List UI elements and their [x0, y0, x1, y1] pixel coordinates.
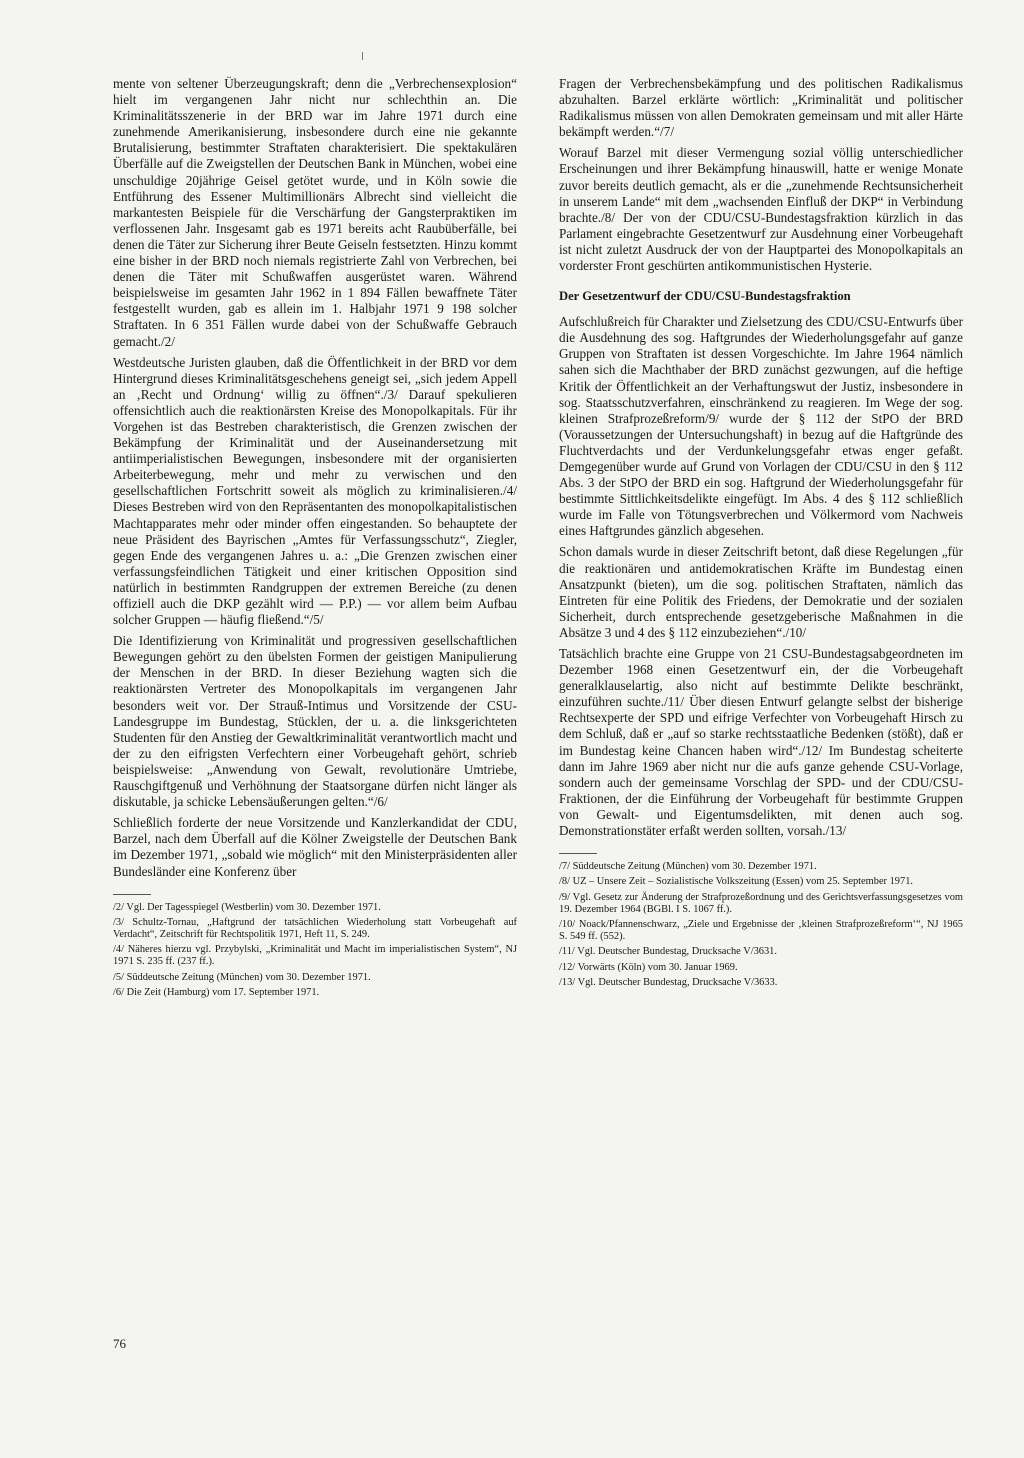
footnote: /12/ Vorwärts (Köln) vom 30. Januar 1969.	[559, 961, 738, 973]
footnote: /9/ Vgl. Gesetz zur Änderung der Strafprozeßordnung und des Gerichtsverfassungsgesetzes vom 19. Dezember 1964 (BGBl. I S. 1067 ff.).	[559, 891, 963, 915]
page-number: 76	[113, 1336, 126, 1351]
paragraph: Worauf Barzel mit dieser Vermengung sozial völlig unterschiedlicher Erscheinungen und ihrer Bekämpfung hinauswill, hatte er wenige Monate zuvor bereits deutlich gemacht, als er die „zunehmende Rechtsunsicherheit in unserem Lande“ mit dem „wachsenden Einfluß der DKP“ in Verbindung brachte./8/ Der von der CDU/CSU-Bundestagsfraktion kürzlich in das Parlament eingebrachte Gesetzentwurf zur Ausdehnung einer Vorbeugehaft ist nicht zuletzt Ausdruck der von der Hauptpartei des Monopolkapitals an vorderster Front geschürten antikommunistischen Hysterie.	[559, 145, 963, 274]
footnote: /10/ Noack/Pfannenschwarz, „Ziele und Ergebnisse der ‚kleinen Strafprozeßreform‘“, NJ 1965 S. 549 ff. (552).	[559, 918, 963, 943]
paragraph: Fragen der Verbrechensbekämpfung und des politischen Radikalismus abzuhalten. Barzel erklärte wörtlich: „Kriminalität und politischer Radikalismus müssen von allen Demokraten gemeinsam und mit aller Härte bekämpft werden.“/7/	[559, 76, 963, 140]
paragraph: Westdeutsche Juristen glauben, daß die Öffentlichkeit in der BRD vor dem Hintergrund dieses Kriminalitätsgeschehens geneigt sei, „sich jedem Appell an ‚Recht und Ordnung‘ willig zu öffnen“./3/ Darauf spekulieren offensichtlich auch die reaktionärsten Kreise des Monopolkapitals. Für ihr Vorgehen ist das Bestreben charakteristisch, die Grenzen zwischen der Bekämpfung der Kriminalität und der Auseinandersetzung mit antiimperialistischen Bewegungen, insbesondere mit der organisierten Arbeiterbewegung, mehr und mehr zu verwischen und den gesellschaftlichen Fortschritt soweit als möglich zu kriminalisieren./4/ Dieses Bestreben wird von den Repräsentanten des monopolkapitalistischen Machtapparates mehr oder minder offen eingestanden. So behauptete der neue Präsident des Bayrischen „Amtes für Verfassungsschutz“, Ziegler, gegen Ende des vergangenen Jahres u. a.: „Die Grenzen zwischen einer verfassungsfeindlichen Tätigkeit und einer kritischen Opposition sind natürlich in bestimmten Randgruppen der extremen Bereiche (zu denen offiziell auch die DKP gezählt wird — P.P.) — vor allem beim Aufbau solcher Gruppen — häufig fließend.“/5/	[113, 354, 517, 628]
paragraph: Schließlich forderte der neue Vorsitzende und Kanzlerkandidat der CDU, Barzel, nach dem Überfall auf die Kölner Zweigstelle der Deutschen Bank im Dezember 1971, „sobald wie möglich“ mit den Ministerpräsidenten aller Bundesländer eine Konferenz über	[113, 815, 517, 879]
section-heading: Der Gesetzentwurf der CDU/CSU-Bundestagsfraktion	[559, 289, 851, 304]
footnote: /6/ Die Zeit (Hamburg) vom 17. September 1971.	[113, 986, 320, 998]
footnote-separator	[113, 894, 151, 895]
paragraph: Schon damals wurde in dieser Zeitschrift betont, daß diese Regelungen „für die reaktionären und antidemokratischen Kräfte im Bundestag einen Ansatzpunkt (bieten), um die sog. politischen Straftaten, nämlich das Eintreten für eine Politik des Friedens, der Demokratie und der sozialen Sicherheit, durch entsprechende gesetzgeberische Maßnahmen in die Absätze 3 und 4 des § 112 einzubeziehen“./10/	[559, 544, 963, 640]
scan-mark	[362, 52, 363, 60]
footnote: /7/ Süddeutsche Zeitung (München) vom 30. Dezember 1971.	[559, 861, 817, 873]
footnote: /3/ Schultz-Tornau, „Haftgrund der tatsächlichen Wiederholung statt Vorbeugehaft auf Verdacht“, Zeitschrift für Rechtspolitik 1971, Heft 11, S. 249.	[113, 916, 517, 940]
paragraph: Tatsächlich brachte eine Gruppe von 21 CSU-Bundestagsabgeordneten im Dezember 1968 einen Gesetzentwurf ein, der die Vorbeugehaft generalklauselartig, also nicht auf bestimmte Delikte beschränkt, einzuführen suchte./11/ Über diesen Entwurf gelangte selbst der bisherige Rechtsexperte der SPD und eifrige Verfechter von Vorbeugehaft Hirsch zu dem Schluß, daß er „auf so starke rechtsstaatliche Bedenken (stößt), daß er im Bundestag keine Chancen haben wird“./12/ Im Bundestag scheiterte dann im Jahre 1969 aber nicht nur die aufs ganze gehende CSU-Vorlage, sondern auch der gemeinsame Vorschlag der SPD- und der CDU/CSU-Fraktionen, der die Einführung der Vorbeugehaft für bestimmte Gruppen von Gewalt- und Eigentumsdelikten, mit denen auch sog. Demonstrationstäter erfaßt werden sollten, vorsah./13/	[559, 646, 963, 839]
footnote: /2/ Vgl. Der Tagesspiegel (Westberlin) vom 30. Dezember 1971.	[113, 901, 381, 913]
footnote: /13/ Vgl. Deutscher Bundestag, Drucksache V/3633.	[559, 976, 778, 988]
footnote: /8/ UZ – Unsere Zeit – Sozialistische Volkszeitung (Essen) vom 25. September 1971.	[559, 876, 913, 888]
left-column	[113, 76, 517, 1002]
footnote: /4/ Näheres hierzu vgl. Przybylski, „Kriminalität und Macht im imperialistischen System“, NJ 1971 S. 235 ff. (237 ff.).	[113, 944, 517, 968]
footnote: /11/ Vgl. Deutscher Bundestag, Drucksache V/3631.	[559, 946, 777, 958]
footnote: /5/ Süddeutsche Zeitung (München) vom 30. Dezember 1971.	[113, 971, 371, 983]
right-column	[559, 76, 963, 992]
paragraph: mente von seltener Überzeugungskraft; denn die „Verbrechensexplosion“ hielt im vergangenen Jahr nicht nur schlechthin an. Die Kriminalitätsszenerie in der BRD war im Jahre 1971 durch eine zunehmende Amerikanisierung, insbesondere durch eine nie gekannte Brutalisierung, bestimmter Straftaten charakterisiert. Die spektakulären Überfälle auf die Zweigstellen der Deutschen Bank in München, wobei eine unschuldige 20jährige Geisel getötet wurde, und in Köln sowie die Entführung des Essener Multimillionärs Albrecht sind vielleicht die markantesten Beispiele für die Verschärfung der Gangsterpraktiken im verflossenen Jahr. Insgesamt gab es 1971 bereits acht Raubüberfälle, bei denen die Täter zur Sicherung ihrer Beute Geiseln festsetzten. Hinzu kommt eine bisher in der BRD noch niemals registrierte Zahl von Verbrechen, bei denen die Täter mit Schußwaffen ausgerüstet waren. Während beispielsweise im gesamten Jahr 1962 in 1 894 Fällen bewaffnete Täter festgestellt wurden, gab es allein im 1. Halbjahr 1971 9 198 solcher Straftaten. In 6 351 Fällen wurde dabei von der Schußwaffe Gebrauch gemacht./2/	[113, 76, 517, 349]
paragraph: Aufschlußreich für Charakter und Zielsetzung des CDU/CSU-Entwurfs über die Ausdehnung des sog. Haftgrundes der Wiederholungsgefahr auf ganze Gruppen von Straftaten ist dessen Vorgeschichte. Im Jahre 1964 nämlich sahen sich die Machthaber der BRD zunächst gezwungen, auf die heftige Kritik der Öffentlichkeit an der Verhaftungswut der Justiz, insbesondere in sog. Staatsschutzverfahren, einschränkend zu reagieren. Im Wege der sog. kleinen Strafprozeßreform/9/ wurde der § 112 der StPO der BRD (Voraussetzungen der Untersuchungshaft) in bezug auf die Haftgründe des Fluchtverdachts und der Verdunkelungsgefahr etwas enger gefaßt. Demgegenüber wurde auf Grund von Vorlagen der CDU/CSU in den § 112 Abs. 3 der StPO der BRD ein sog. Haftgrund der Wiederholungsgefahr für bestimmte Sittlichkeitsdelikte eingefügt. Im Abs. 4 des § 112 schließlich wurde im Falle von Tötungsverbrechen und Völkermord vom Nachweis eines Haftgrundes gänzlich abgesehen.	[559, 314, 963, 539]
footnote-separator	[559, 853, 597, 854]
paragraph: Die Identifizierung von Kriminalität und progressiven gesellschaftlichen Bewegungen gehört zu den übelsten Formen der geistigen Manipulierung der Menschen in der BRD. In dieser Beziehung wagten sich die reaktionärsten Vertreter des Monopolkapitals im vergangenen Jahr besonders weit vor. Der Strauß-Intimus und Vorsitzende der CSU-Landesgruppe im Bundestag, Stücklen, der u. a. die linksgerichteten Studenten für den Anstieg der Gewaltkriminalität verantwortlich macht und der zu den eifrigsten Verfechtern einer Vorbeugehaft gehört, schrieb beispielsweise: „Anwendung von Gewalt, revolutionäre Umtriebe, Rauschgiftgenuß und Verhöhnung der Staatsorgane dürfen nicht länger als diskutable, ja schicke Lebensäußerungen gelten.“/6/	[113, 633, 517, 810]
